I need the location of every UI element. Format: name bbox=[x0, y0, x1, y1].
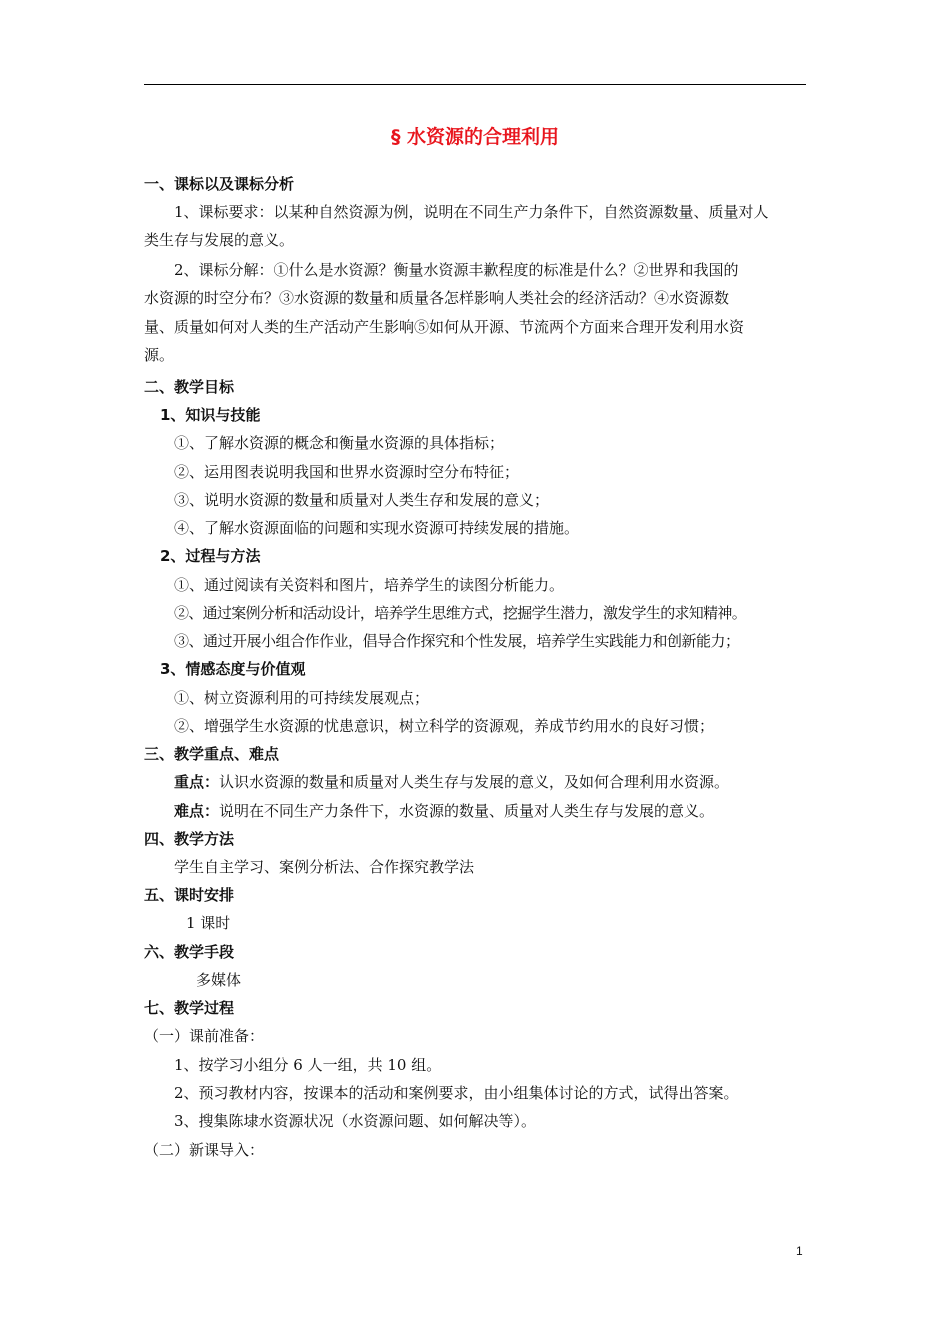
section-5-heading: 五、课时安排 bbox=[144, 886, 235, 904]
key-point-line bbox=[174, 772, 729, 792]
difficulty-line bbox=[174, 801, 714, 821]
key-point-label: 重点： bbox=[174, 773, 220, 791]
knowledge-item: ③、说明水资源的数量和质量对人类生存和发展的意义； bbox=[174, 491, 550, 509]
teaching-means-text: 多媒体 bbox=[196, 971, 242, 989]
section-4-heading: 四、教学方法 bbox=[144, 830, 235, 848]
preparation-item: 2、预习教材内容，按课本的活动和案例要求，由小组集体讨论的方式，试得出答案。 bbox=[174, 1084, 739, 1102]
preparation-item: 1、按学习小组分 6 人一组，共 10 组。 bbox=[174, 1056, 442, 1074]
key-point-text: 认识水资源的数量和质量对人类生存与发展的意义，及如何合理利用水资源。 bbox=[219, 773, 730, 791]
process-item: ①、通过阅读有关资料和图片，培养学生的读图分析能力。 bbox=[174, 576, 565, 594]
knowledge-item: ④、了解水资源面临的问题和实现水资源可持续发展的措施。 bbox=[174, 519, 580, 537]
process-item: ③、通过开展小组合作作业，倡导合作探究和个性发展，培养学生实践能力和创新能力； bbox=[174, 632, 740, 650]
standard-breakdown-line-3: 量、质量如何对人类的生产活动产生影响⑤如何从开源、节流两个方面来合理开发利用水资 bbox=[144, 318, 745, 336]
knowledge-item: ①、了解水资源的概念和衡量水资源的具体指标； bbox=[174, 434, 505, 452]
introduction-subheading: （二）新课导入： bbox=[144, 1141, 265, 1159]
standard-requirement-line-1: 1、课标要求：以某种自然资源为例，说明在不同生产力条件下，自然资源数量、质量对人 bbox=[174, 203, 769, 221]
section-1-heading: 一、课标以及课标分析 bbox=[144, 175, 295, 193]
standard-breakdown-line-2: 水资源的时空分布？③水资源的数量和质量各怎样影响人类社会的经济活动？④水资源数 bbox=[144, 289, 730, 307]
section-2-heading: 二、教学目标 bbox=[144, 378, 235, 396]
header-rule bbox=[144, 84, 806, 85]
teaching-methods-text: 学生自主学习、案例分析法、合作探究教学法 bbox=[174, 858, 475, 876]
section-7-heading: 七、教学过程 bbox=[144, 999, 235, 1017]
process-methods-heading: 2、过程与方法 bbox=[160, 547, 261, 565]
emotion-values-heading: 3、情感态度与价值观 bbox=[160, 660, 306, 678]
preparation-item: 3、搜集陈埭水资源状况（水资源问题、如何解决等）。 bbox=[174, 1112, 537, 1130]
section-3-heading: 三、教学重点、难点 bbox=[144, 745, 280, 763]
difficulty-label: 难点： bbox=[174, 802, 220, 820]
emotion-item: ②、增强学生水资源的忧患意识，树立科学的资源观，养成节约用水的良好习惯； bbox=[174, 717, 715, 735]
class-hours-text: 1 课时 bbox=[186, 914, 231, 932]
standard-breakdown-line-4: 源。 bbox=[144, 346, 175, 364]
process-item: ②、通过案例分析和活动设计，培养学生思维方式，挖掘学生潜力，激发学生的求知精神。 bbox=[174, 604, 747, 622]
document-title: § 水资源的合理利用 bbox=[390, 126, 560, 148]
emotion-item: ①、树立资源利用的可持续发展观点； bbox=[174, 689, 430, 707]
difficulty-text: 说明在不同生产力条件下，水资源的数量、质量对人类生存与发展的意义。 bbox=[219, 802, 715, 820]
standard-breakdown-line-1: 2、课标分解：①什么是水资源？衡量水资源丰歉程度的标准是什么？②世界和我国的 bbox=[174, 261, 739, 279]
knowledge-skills-heading: 1、知识与技能 bbox=[160, 406, 261, 424]
section-6-heading: 六、教学手段 bbox=[144, 943, 235, 961]
knowledge-item: ②、运用图表说明我国和世界水资源时空分布特征； bbox=[174, 463, 520, 481]
pre-class-subheading: （一）课前准备： bbox=[144, 1027, 265, 1045]
standard-requirement-line-2: 类生存与发展的意义。 bbox=[144, 231, 295, 249]
page-number: 1 bbox=[796, 1244, 803, 1258]
